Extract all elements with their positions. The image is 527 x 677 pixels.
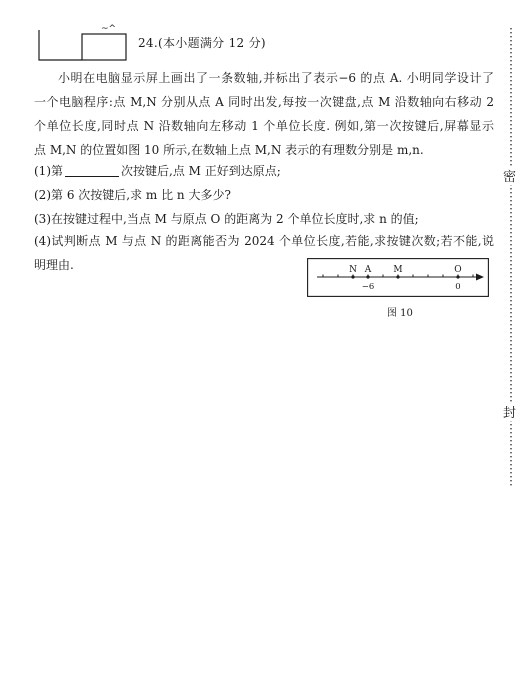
score-mark: ~^: [101, 24, 117, 34]
point-m-label: M: [393, 265, 403, 275]
seal-char-feng: 封: [503, 402, 516, 421]
point-n-label: N: [349, 265, 357, 275]
question-title: 24.(本小题满分 12 分): [138, 36, 266, 50]
point-n-dot: [351, 275, 354, 278]
figure-caption: 图 10: [387, 308, 413, 319]
part-4-line-2: 明理由.: [34, 258, 74, 272]
point-a-dot: [366, 275, 369, 278]
question-intro: [34, 66, 494, 162]
point-o-dot: [456, 275, 459, 278]
axis-arrow: [476, 274, 484, 281]
intro-line-3: 个单位长度,同时点 N 沿数轴向左移动 1 个单位长度. 例如,第一次按键后,屏幕显示: [34, 119, 494, 133]
intro-line-4: 点 M,N 的位置如图 10 所示,在数轴上点 M,N 表示的有理数分别是 m,n.: [34, 143, 424, 157]
part-4-line-1: (4)试判断点 M 与点 N 的距离能否为 2024 个单位长度,若能,求按键次数;若不能,说: [34, 234, 494, 248]
part-3: (3)在按键过程中,当点 M 与原点 O 的距离为 2 个单位长度时,求 n 的值;: [34, 212, 419, 226]
intro-line-2: 一个电脑程序:点 M,N 分别从点 A 同时出发,每按一次键盘,点 M 沿数轴向右移动 2: [34, 95, 494, 109]
score-box: [38, 22, 128, 62]
point-m-dot: [396, 275, 399, 278]
answer-blank: [65, 164, 119, 177]
tick-label: 0: [455, 282, 461, 292]
number-line-figure: [307, 258, 489, 297]
point-a-label: A: [364, 265, 372, 275]
part-1-suffix: 次按键后,点 M 正好到达原点;: [121, 164, 281, 178]
point-o-label: O: [454, 265, 462, 275]
part-1-prefix: (1)第: [34, 164, 63, 178]
intro-line-1: 小明在电脑显示屏上画出了一条数轴,并标出了表示−6 的点 A. 小明同学设计了: [58, 71, 494, 85]
part-1: [34, 162, 281, 179]
seal-char-mi: 密: [503, 166, 516, 185]
tick-label: −6: [361, 282, 375, 292]
part-2: (2)第 6 次按键后,求 m 比 n 大多少?: [34, 188, 231, 202]
